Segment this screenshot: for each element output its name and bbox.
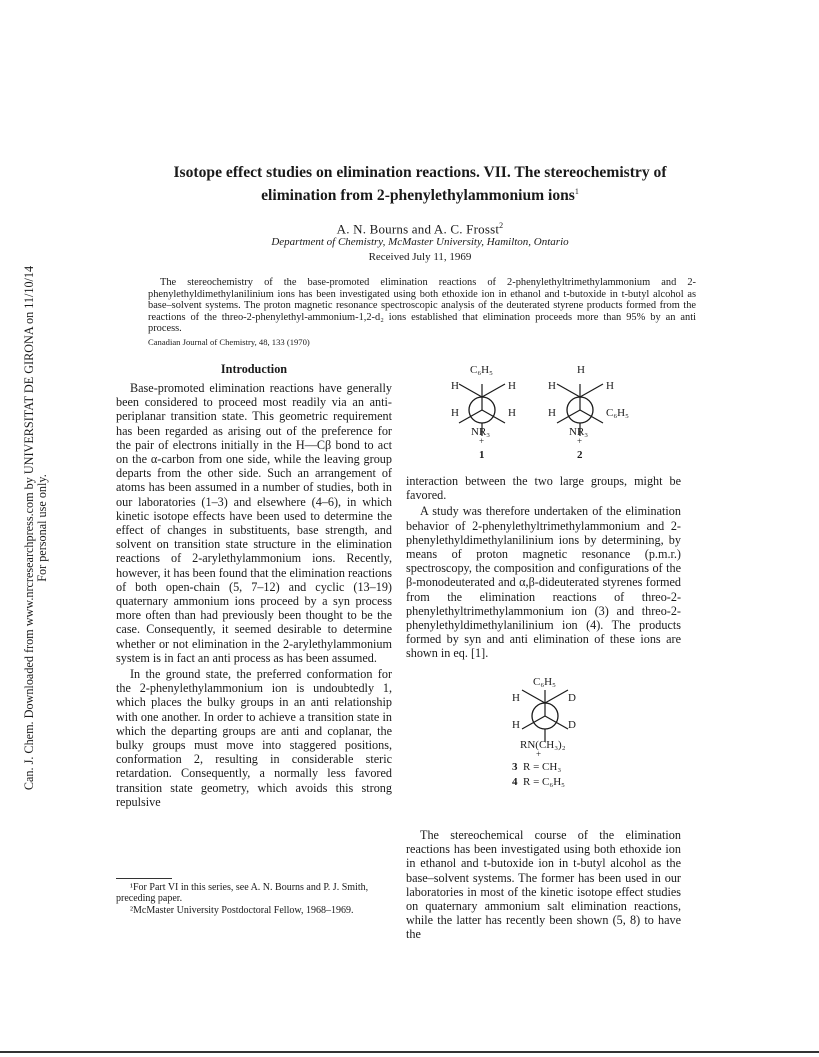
paragraph: Base-promoted elimination reactions have generally been considered to proceed most readily via an anti-periplanar transition state. This geometric requirement has been regarded as arising out of the preference for the pair of electrons initially in the H—Cβ bond to act on the α-carbon from one side, while the leaving group departs from the other side. Such an arrangement of atoms has been assumed in a number of studies, both in our laboratories (1–3) and elsewhere (4–6), in which kinetic isotope effects have been used to determine the effect of changes in substituents, base strength, and solvent on transition state structure in the elimination reactions of 2-arylethylammonium ions. Recently, however, it has been found that the elimination reactions of both open-chain (5, 7–12) and cyclic (13–19) quaternary ammonium ions proceed by a syn process more often than had previously been thought to be the case. Consequently, it seemed desirable to determine whether or not elimination in the 2-arylethylammonium system is in fact an anti process as has been assumed. <box>116 381 393 665</box>
page-bottom-rule <box>0 1051 819 1053</box>
sidebar-personal-use-line: For personal use only. <box>35 474 49 582</box>
legend-4-text: R = C₆H₅ <box>523 776 565 788</box>
right-column-continued <box>406 828 681 942</box>
affiliation: Department of Chemistry, McMaster University, Hamilton, Ontario <box>271 236 569 248</box>
s2-upper-left-label: H <box>548 380 556 392</box>
structure-legend-4 <box>512 776 565 789</box>
author-footnote-mark: 2 <box>499 221 504 230</box>
left-column <box>116 381 392 809</box>
s1-lower-right-label: H <box>508 407 516 419</box>
structure-number-4: 4 <box>512 776 518 788</box>
right-column <box>406 474 681 661</box>
paragraph: The stereochemical course of the elimination reactions has been investigated using both ethoxide ion in ethanol and t-butoxide ion in t-butyl alcohol as the base–solvent systems. The former has been used in our laboratories in most of the kinetic isotope effect studies on quaternary ammonium salt elimination reactions, while the latter has recently been shown (5, 8) to have the <box>406 828 681 942</box>
s3-charge-label: + <box>536 749 542 759</box>
structure-number-3: 3 <box>512 761 518 773</box>
paragraph: A study was therefore undertaken of the elimination behavior of 2-phenylethyltrimethylammonium and 2-phenylethyldimethylanilinium ions by determining, by means of proton magnetic resonance (p.m.r.) spectroscopy, the composition and configurations of the β-monodeuterated and α,β-dideuterated styrenes formed from the elimination reactions of threo-2-phenylethyltrimethylammonium ion (3) and threo-2-phenylethyldimethylanilinium ion (4). The products formed by syn and anti elimination of these ions are shown in eq. [1]. <box>406 504 681 661</box>
s3-bottom-label: RN(CH₃)₂ <box>520 739 566 751</box>
structure-number-2: 2 <box>577 449 583 461</box>
s2-lower-left-label: H <box>548 407 556 419</box>
paper-title <box>110 163 730 205</box>
s3-top-label: C₆H₅ <box>533 676 556 688</box>
section-heading-introduction: Introduction <box>220 362 288 376</box>
journal-citation: Canadian Journal of Chemistry, 48, 133 (1970) <box>148 337 310 347</box>
author-names: A. N. Bourns and A. C. Frosst <box>336 221 500 237</box>
received-date: Received July 11, 1969 <box>368 251 472 263</box>
paragraph: In the ground state, the preferred conformation for the 2-phenylethylammonium ion is undoubtedly 1, which places the bulky groups in an anti relationship with one another. In order to achieve a transition state in which the departing groups are anti and coplanar, the bulky groups must move into staggered positions, conformation 2, resulting in considerable steric retardation. Consequently, a normally less favored transition state geometry, which avoids this strong repulsive <box>116 667 392 809</box>
s2-bottom-label: NR₃ <box>569 426 589 438</box>
footnote-2: ²McMaster University Postdoctoral Fellow, 1968–1969. <box>130 904 354 916</box>
s3-upper-right-label: D <box>568 692 576 704</box>
s3-lower-left-label: H <box>512 719 520 731</box>
structure-legend-3 <box>512 761 561 774</box>
s1-charge-label: + <box>479 436 485 446</box>
s1-upper-left-label: H <box>451 380 459 392</box>
s2-upper-right-label: H <box>606 380 614 392</box>
s2-top-label: H <box>577 364 585 376</box>
download-sidebar <box>14 0 58 1057</box>
abstract <box>148 277 696 335</box>
s2-charge-label: + <box>577 436 583 446</box>
s1-lower-left-label: H <box>451 407 459 419</box>
sidebar-download-line: Can. J. Chem. Downloaded from www.nrcresearchpress.com by UNIVERSITAT DE GIRONA on 11/10/14 <box>22 265 36 791</box>
s3-lower-right-label: D <box>568 719 576 731</box>
s3-upper-left-label: H <box>512 692 520 704</box>
structure-number-1: 1 <box>479 449 485 461</box>
title-footnote-mark: 1 <box>574 187 579 196</box>
title-line-2: elimination from 2-phenylethylammonium ions <box>261 187 575 205</box>
s1-top-label: C₆H₅ <box>470 364 493 376</box>
title-line-1: Isotope effect studies on elimination reactions. VII. The stereochemistry of <box>173 164 667 181</box>
footnotes <box>116 882 392 916</box>
footnote-1: ¹For Part VI in this series, see A. N. Bourns and P. J. Smith, preceding paper. <box>116 882 369 905</box>
s1-bottom-label: NR₃ <box>471 426 491 438</box>
s2-lower-right-label: C₆H₅ <box>606 407 629 419</box>
abstract-text: The stereochemistry of the base-promoted elimination reactions of 2-phenylethyltrimethylammonium and 2-phenylethyldimethylanilinium ions has been investigated using both ethoxide ion in ethanol and t-butoxide in t-butyl alcohol as base–solvent systems. The proton magnetic resonance spectroscopic analysis of the deuterated styrene products formed from the reactions of the threo-2-phenylethyl-ammonium-1,2-d₂ ions established that elimination proceeds more than 95% by an anti process. <box>148 277 696 335</box>
legend-3-text: R = CH₃ <box>523 761 562 773</box>
footnote-rule <box>116 878 172 879</box>
s1-upper-right-label: H <box>508 380 516 392</box>
paragraph: interaction between the two large groups, might be favored. <box>406 474 681 503</box>
